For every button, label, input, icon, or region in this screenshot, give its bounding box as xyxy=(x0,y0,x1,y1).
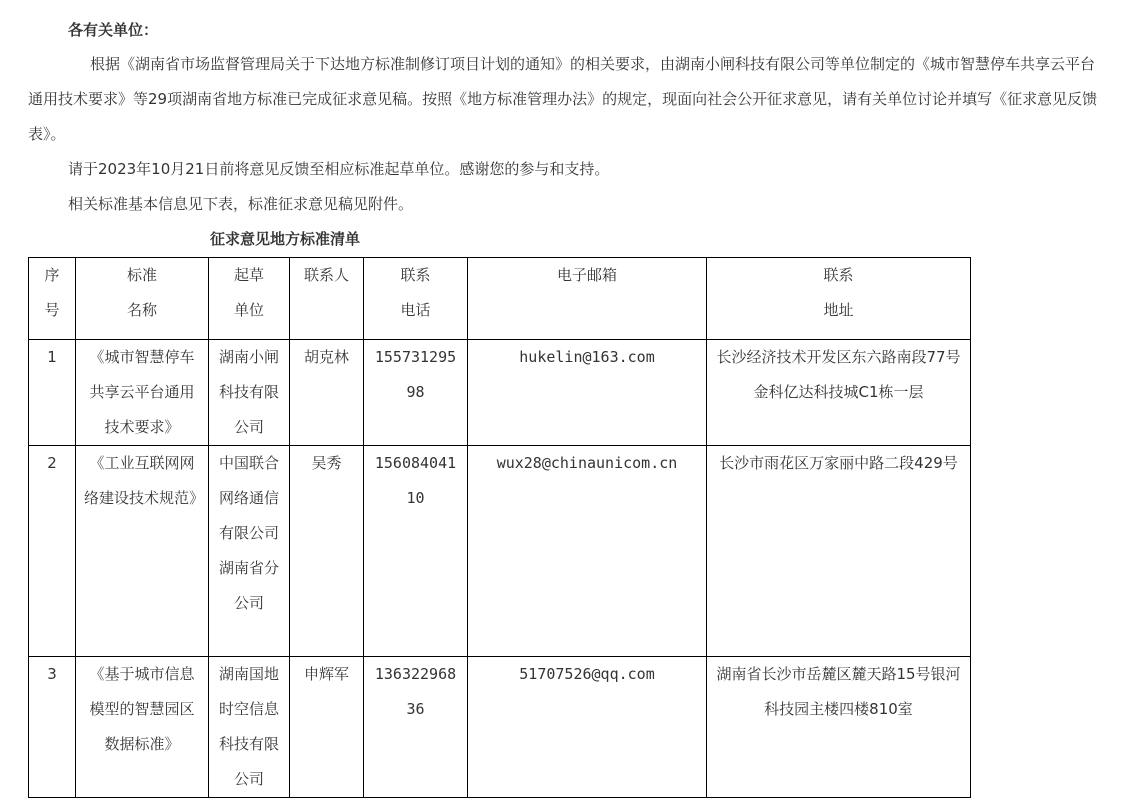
header-email xyxy=(468,258,707,340)
table-row xyxy=(29,657,971,798)
header-address-line1: 联系 xyxy=(823,266,854,284)
cell-seq: 2 xyxy=(29,446,76,657)
standards-table xyxy=(28,257,971,798)
cell-org: 湖南国地时空信息科技有限公司 xyxy=(209,657,290,798)
table-title: 征求意见地方标准清单 xyxy=(210,230,361,248)
header-org-line1: 起草 xyxy=(233,266,264,284)
cell-phone: 13632296836 xyxy=(364,657,468,798)
header-address-line2: 地址 xyxy=(823,301,854,319)
cell-phone: 15608404110 xyxy=(364,446,468,657)
cell-address: 湖南省长沙市岳麓区麓天路15号银河科技园主楼四楼810室 xyxy=(707,657,971,798)
cell-email[interactable]: hukelin@163.com xyxy=(468,340,707,446)
cell-name: 《城市智慧停车共享云平台通用技术要求》 xyxy=(76,340,209,446)
header-name xyxy=(76,258,209,340)
table-header-row xyxy=(29,258,971,340)
cell-org: 湖南小闸科技有限公司 xyxy=(209,340,290,446)
deadline-paragraph: 请于2023年10月21日前将意见反馈至相应标准起草单位。感谢您的参与和支持。 xyxy=(68,160,610,178)
attachment-paragraph: 相关标准基本信息见下表，标准征求意见稿见附件。 xyxy=(68,195,414,213)
table-row xyxy=(29,446,971,657)
salutation: 各有关单位： xyxy=(68,21,159,39)
cell-contact: 申辉军 xyxy=(290,657,364,798)
cell-name: 《工业互联网网络建设技术规范》 xyxy=(76,446,209,657)
header-contact-line1: 联系人 xyxy=(303,266,349,284)
cell-email[interactable]: wux28@chinaunicom.cn xyxy=(468,446,707,657)
header-seq-line1: 序 xyxy=(44,266,60,284)
header-org-line2: 单位 xyxy=(233,301,264,319)
cell-email[interactable]: 51707526@qq.com xyxy=(468,657,707,798)
cell-seq: 3 xyxy=(29,657,76,798)
intro-paragraph: 根据《湖南省市场监督管理局关于下达地方标准制修订项目计划的通知》的相关要求，由湖南小闸科技有限公司等单位制定的《城市智慧停车共享云平台通用技术要求》等29项湖南省地方标准已完成征求意见稿。按照《地方标准管理办法》的规定，现面向社会公开征求意见，请有关单位讨论并填写《征求意见反馈表》。 xyxy=(28,55,1098,143)
cell-org: 中国联合网络通信有限公司湖南省分公司 xyxy=(209,446,290,657)
header-seq xyxy=(29,258,76,340)
header-address xyxy=(707,258,971,340)
cell-contact: 胡克林 xyxy=(290,340,364,446)
header-org xyxy=(209,258,290,340)
cell-name: 《基于城市信息模型的智慧园区数据标准》 xyxy=(76,657,209,798)
header-phone-line2: 电话 xyxy=(400,301,431,319)
cell-address: 长沙经济技术开发区东六路南段77号金科亿达科技城C1栋一层 xyxy=(707,340,971,446)
cell-seq: 1 xyxy=(29,340,76,446)
cell-address: 长沙市雨花区万家丽中路二段429号 xyxy=(707,446,971,657)
header-seq-line2: 号 xyxy=(44,301,60,319)
header-phone xyxy=(364,258,468,340)
header-name-line1: 标准 xyxy=(126,266,157,284)
table-row xyxy=(29,340,971,446)
cell-contact: 吴秀 xyxy=(290,446,364,657)
header-contact xyxy=(290,258,364,340)
header-name-line2: 名称 xyxy=(126,301,157,319)
header-email-line1: 电子邮箱 xyxy=(556,266,617,284)
cell-phone: 15573129598 xyxy=(364,340,468,446)
header-phone-line1: 联系 xyxy=(400,266,431,284)
